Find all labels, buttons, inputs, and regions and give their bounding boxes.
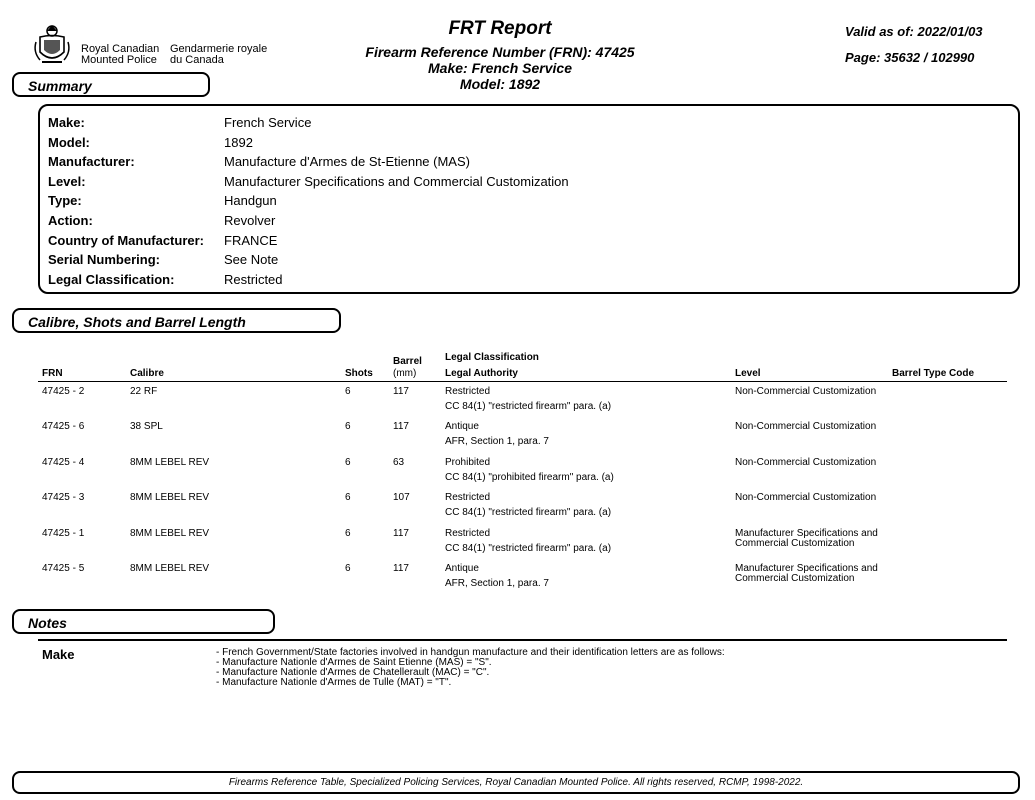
- summary-value: Handgun: [224, 193, 277, 209]
- cell-class: Antique: [445, 421, 479, 433]
- note-line: - Manufacture Nationle d'Armes de Chatellerault (MAC) = "C".: [216, 667, 490, 678]
- summary-value: FRANCE: [224, 232, 278, 248]
- summary-label: Action:: [48, 213, 93, 228]
- page-number: Page: 35632 / 102990: [845, 50, 975, 65]
- table-row: [0, 386, 1035, 421]
- cell-class: Restricted: [445, 492, 491, 504]
- col-header-calibre: Calibre: [130, 368, 164, 379]
- cell-barrel: 117: [393, 421, 409, 433]
- model-line: Model: 1892: [459, 76, 541, 92]
- valid-as-of: Valid as of: 2022/01/03: [845, 24, 983, 39]
- cell-class: Restricted: [445, 386, 491, 397]
- cell-authority: CC 84(1) "restricted firearm" para. (a): [445, 507, 612, 519]
- cell-barrel: 117: [393, 527, 409, 539]
- table-row: [0, 528, 1035, 563]
- cell-level1: Non-Commercial Customization: [735, 386, 877, 397]
- cell-calibre: 22 RF: [130, 386, 158, 397]
- frn-line: Firearm Reference Number (FRN): 47425: [365, 44, 635, 60]
- cell-frn: 47425 - 2: [42, 386, 85, 397]
- summary-label: Serial Numbering:: [48, 252, 160, 268]
- summary-label: Model:: [48, 134, 90, 150]
- col-header-barrel-unit: (mm): [393, 368, 417, 379]
- cell-shots: 6: [345, 492, 351, 504]
- summary-label: Level:: [48, 173, 86, 189]
- table-header-rule: [38, 381, 1007, 382]
- cell-barrel: 107: [393, 492, 410, 504]
- notes-text: [216, 648, 725, 688]
- summary-value: French Service: [224, 115, 312, 130]
- summary-label: Country of Manufacturer:: [48, 232, 204, 248]
- cell-level1: Non-Commercial Customization: [735, 492, 877, 504]
- col-header-level: Level: [735, 368, 761, 379]
- summary-box: [38, 104, 1020, 294]
- table-row: [0, 492, 1035, 527]
- cell-calibre: 38 SPL: [130, 421, 163, 433]
- cell-authority: AFR, Section 1, para. 7: [445, 578, 549, 589]
- footer: Firearms Reference Table, Specialized Policing Services, Royal Canadian Mounted Police. All rights reserved, RCMP, 1998-2022.: [12, 771, 1020, 794]
- cell-barrel: 117: [393, 386, 409, 397]
- cell-calibre: 8MM LEBEL REV: [130, 563, 210, 574]
- summary-label: Manufacturer:: [48, 154, 135, 170]
- cell-shots: 6: [345, 456, 351, 468]
- cell-authority: CC 84(1) "prohibited firearm" para. (a): [445, 471, 614, 483]
- org-name-fr-2: du Canada: [170, 54, 224, 66]
- summary-value: Manufacturer Specifications and Commercial Customization: [224, 173, 569, 189]
- cell-barrel: 117: [393, 563, 409, 574]
- cell-level2: Commercial Customization: [735, 573, 855, 584]
- cell-class: Prohibited: [445, 456, 491, 468]
- cell-calibre: 8MM LEBEL REV: [130, 527, 210, 539]
- summary-section-tab: Summary: [12, 72, 210, 97]
- table-row: [0, 421, 1035, 456]
- cell-class: Restricted: [445, 527, 491, 539]
- make-line: Make: French Service: [428, 60, 572, 76]
- summary-label: Type:: [48, 193, 82, 209]
- col-header-barrel: Barrel: [393, 356, 422, 367]
- cell-authority: CC 84(1) "restricted firearm" para. (a): [445, 542, 612, 554]
- summary-value: 1892: [224, 134, 253, 150]
- cell-level1: Manufacturer Specifications and: [735, 527, 878, 539]
- cell-calibre: 8MM LEBEL REV: [130, 456, 210, 468]
- cell-shots: 6: [345, 527, 351, 539]
- table-row: [0, 457, 1035, 492]
- cell-authority: CC 84(1) "restricted firearm" para. (a): [445, 401, 612, 412]
- cell-shots: 6: [345, 386, 351, 397]
- col-header-legal-authority: Legal Authority: [445, 368, 518, 379]
- col-header-barrel-type: Barrel Type Code: [892, 368, 975, 379]
- cell-class: Antique: [445, 563, 479, 574]
- cell-level2: Commercial Customization: [735, 537, 855, 549]
- cell-frn: 47425 - 6: [42, 421, 85, 433]
- cell-calibre: 8MM LEBEL REV: [130, 492, 210, 504]
- summary-label: Legal Classification:: [48, 271, 175, 287]
- table-row: [0, 563, 1035, 598]
- cell-frn: 47425 - 3: [42, 492, 85, 504]
- summary-value: Restricted: [224, 271, 283, 287]
- summary-value: Manufacture d'Armes de St-Etienne (MAS): [224, 154, 470, 170]
- col-header-frn: FRN: [42, 368, 63, 379]
- cell-level1: Non-Commercial Customization: [735, 456, 877, 468]
- summary-value: See Note: [224, 252, 279, 268]
- cell-shots: 6: [345, 563, 351, 574]
- cell-frn: 47425 - 1: [42, 527, 85, 539]
- summary-label: Make:: [48, 115, 85, 130]
- col-header-shots: Shots: [345, 368, 373, 379]
- cell-barrel: 63: [393, 456, 405, 468]
- notes-section-tab: Notes: [12, 609, 275, 634]
- col-header-legal-class: Legal Classification: [445, 352, 539, 363]
- summary-value: Revolver: [224, 213, 276, 228]
- note-line: - Manufacture Nationle d'Armes de Saint Etienne (MAS) = "S".: [216, 657, 492, 668]
- note-line: - French Government/State factories involved in handgun manufacture and their identification letters are as follows:: [216, 647, 725, 658]
- calibre-section-tab: Calibre, Shots and Barrel Length: [12, 308, 341, 333]
- cell-shots: 6: [345, 421, 351, 433]
- cell-frn: 47425 - 4: [42, 456, 85, 468]
- org-name-en-2: Mounted Police: [81, 54, 157, 66]
- notes-make-label: Make: [42, 647, 75, 662]
- notes-rule: [38, 639, 1007, 641]
- cell-frn: 47425 - 5: [42, 563, 85, 574]
- org-name-fr-1: Gendarmerie royale: [170, 43, 268, 55]
- note-line: - Manufacture Nationle d'Armes de Tulle (MAT) = "T".: [216, 677, 452, 688]
- org-name-en-1: Royal Canadian: [81, 43, 160, 55]
- cell-level1: Manufacturer Specifications and: [735, 563, 878, 574]
- cell-level1: Non-Commercial Customization: [735, 421, 877, 433]
- report-title: FRT Report: [448, 18, 552, 39]
- cell-authority: AFR, Section 1, para. 7: [445, 436, 549, 448]
